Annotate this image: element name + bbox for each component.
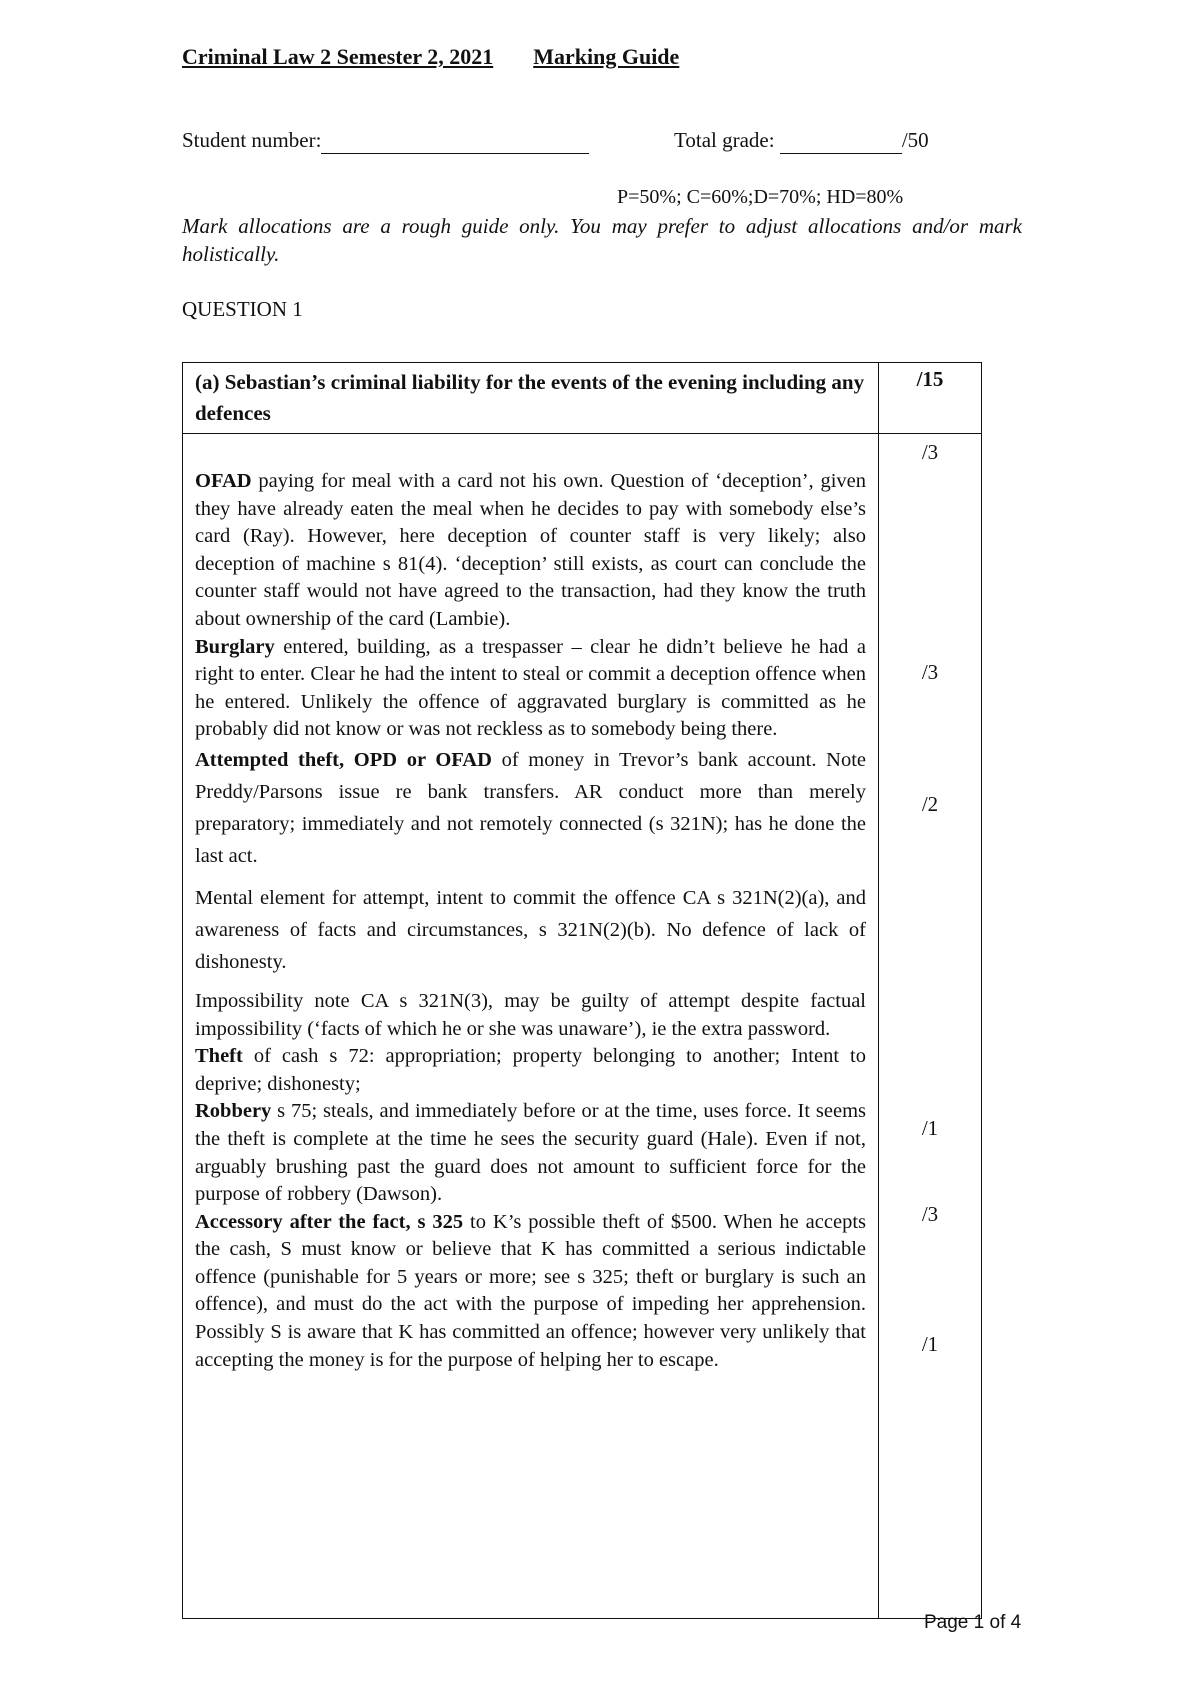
mark-theft: /1: [921, 1116, 939, 1140]
mark-ofad: /3: [921, 440, 939, 464]
table-body-row: [183, 434, 982, 1619]
section-ofad: OFAD paying for meal with a card not his own. Question of ‘deception’, given they have already eaten the meal when he decides to pay with somebody else’s card (Ray). However, here deception of counter staff is very likely; also deception of machine s 81(4). ‘deception’ still exists, as court can conclude the counter staff would not have agreed to the transaction, had they know the truth about ownership of the card (Lambie).: [195, 470, 866, 630]
student-number-row: [182, 128, 589, 154]
section-accessory: Accessory after the fact, s 325 to K’s possible theft of $500. When he accepts the cash, S must know or believe that K has committed a serious indictable offence (punishable for 5 years or more; see s 325; theft or burglary is such an offence), and must do the act with the purpose of impeding her apprehension. Possibly S is aware that K has committed an offence; however very unlikely that accepting the money is for the purpose of helping her to escape.: [195, 1210, 866, 1371]
course-title: Criminal Law 2 Semester 2, 2021: [182, 44, 494, 69]
guide-title: Marking Guide: [533, 44, 680, 69]
criteria-heading: (a) Sebastian’s criminal liability for the events of the evening including any defences: [183, 363, 879, 434]
section-robbery: Robbery s 75; steals, and immediately before or at the time, uses force. It seems the theft is complete at the time he sees the security guard (Hale). Even if not, arguably brushing past the guard does not amount to sufficient force for the purpose of robbery (Dawson).: [195, 1100, 866, 1206]
student-number-label: Student number:: [182, 128, 322, 152]
heading-mark: /15: [879, 363, 982, 434]
question-heading: QUESTION 1: [182, 297, 303, 321]
marks-column: [879, 434, 982, 1619]
page-number: Page 1 of 4: [924, 1612, 1022, 1633]
section-burglary: Burglary entered, building, as a trespasser – clear he didn’t believe he had a right to enter. Clear he had the intent to steal or commit a deception offence when he entered. Unlikely the offence of aggravated burglary is committed as he probably did not know or was not reckless as to somebody being there.: [195, 635, 866, 741]
mark-accessory: /1: [921, 1332, 939, 1356]
student-number-field[interactable]: [321, 128, 589, 154]
total-grade-out-of: /50: [901, 128, 929, 152]
section-impossibility: Impossibility note CA s 321N(3), may be guilty of attempt despite factual impossibility (‘facts of which he or she was unaware’), ie the extra password.: [195, 989, 866, 1040]
total-grade-row: [674, 128, 929, 154]
marking-table: [182, 362, 982, 1619]
criteria-body: [183, 434, 879, 1619]
section-theft: Theft of cash s 72: appropriation; property belonging to another; Intent to deprive; dishonesty;: [195, 1045, 866, 1095]
marking-note: Mark allocations are a rough guide only. You may prefer to adjust allocations and/or mark holistically.: [182, 214, 1022, 266]
section-mental-element: Mental element for attempt, intent to commit the offence CA s 321N(2)(a), and awareness of facts and circumstances, s 321N(2)(b). No defence of lack of dishonesty.: [195, 886, 866, 973]
table-header-row: [183, 363, 982, 434]
total-grade-label: Total grade:: [674, 128, 775, 152]
grade-bands: P=50%; C=60%;D=70%; HD=80%: [617, 186, 904, 208]
section-attempted-theft: Attempted theft, OPD or OFAD of money in Trevor’s bank account. Note Preddy/Parsons issue re bank transfers. AR conduct more than merely preparatory; immediately and not remotely connected (s 321N); has he done the last act.: [195, 748, 866, 867]
document-title: [182, 44, 679, 70]
mark-burglary: /3: [921, 660, 939, 684]
total-grade-field[interactable]: [780, 128, 902, 154]
mark-attempted-theft: /2: [921, 792, 939, 816]
mark-robbery: /3: [921, 1202, 939, 1226]
